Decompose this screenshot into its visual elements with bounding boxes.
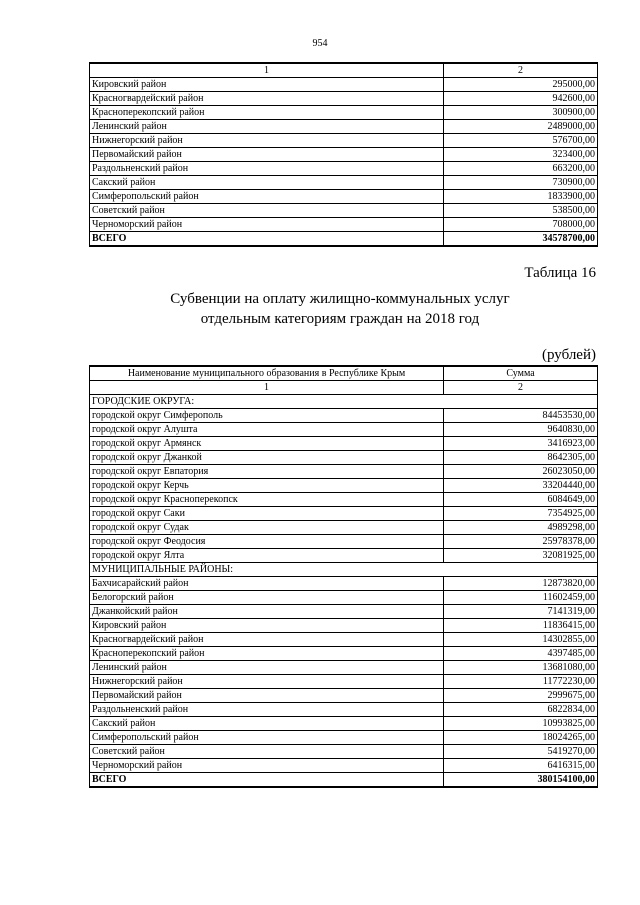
urban-district-name: городской округ Саки (90, 507, 444, 521)
amount-value: 942600,00 (444, 92, 598, 106)
district-name: Симферопольский район (90, 190, 444, 204)
municipal-district-name: Ленинский район (90, 661, 444, 675)
amount-value: 730900,00 (444, 176, 598, 190)
table-row (90, 759, 598, 773)
table-row (90, 409, 598, 423)
table-row (90, 535, 598, 549)
amount-value: 4397485,00 (444, 647, 598, 661)
municipal-district-name: Бахчисарайский район (90, 577, 444, 591)
amount-value: 6822834,00 (444, 703, 598, 717)
column-header-name: Наименование муниципального образования в Республике Крым (90, 366, 444, 381)
amount-value: 300900,00 (444, 106, 598, 120)
amount-value: 6084649,00 (444, 493, 598, 507)
table-row (90, 479, 598, 493)
urban-district-name: городской округ Симферополь (90, 409, 444, 423)
amount-value: 295000,00 (444, 78, 598, 92)
amount-value: 323400,00 (444, 148, 598, 162)
urban-district-name: городской округ Керчь (90, 479, 444, 493)
district-name: Первомайский район (90, 148, 444, 162)
amount-value: 538500,00 (444, 204, 598, 218)
district-name: Ленинский район (90, 120, 444, 134)
total-row (90, 773, 598, 788)
column-number-1: 1 (90, 63, 444, 78)
table-header-row (90, 63, 598, 78)
amount-value: 10993825,00 (444, 717, 598, 731)
unit-label: (рублей) (541, 347, 596, 363)
table-row (90, 633, 598, 647)
district-name: Красноперекопский район (90, 106, 444, 120)
table-row (90, 106, 598, 120)
amount-value: 1833900,00 (444, 190, 598, 204)
section-row-urban (90, 395, 598, 409)
table-row (90, 703, 598, 717)
table-row (90, 423, 598, 437)
table-row (90, 605, 598, 619)
municipal-district-name: Красногвардейский район (90, 633, 444, 647)
table-row (90, 190, 598, 204)
table-row (90, 451, 598, 465)
caption-line-2: отдельным категориям граждан на 2018 год (200, 311, 480, 327)
urban-district-name: городской округ Ялта (90, 549, 444, 563)
amount-value: 7141319,00 (444, 605, 598, 619)
table-row (90, 521, 598, 535)
table-row (90, 162, 598, 176)
table-row (90, 437, 598, 451)
table-16 (89, 365, 598, 788)
total-row (90, 232, 598, 247)
urban-district-name: городской округ Феодосия (90, 535, 444, 549)
municipal-district-name: Красноперекопский район (90, 647, 444, 661)
table-row (90, 78, 598, 92)
table-row (90, 204, 598, 218)
urban-district-name: городской округ Красноперекопск (90, 493, 444, 507)
amount-value: 84453530,00 (444, 409, 598, 423)
amount-value: 8642305,00 (444, 451, 598, 465)
table-row (90, 549, 598, 563)
municipal-district-name: Белогорский район (90, 591, 444, 605)
table-row (90, 591, 598, 605)
municipal-district-name: Советский район (90, 745, 444, 759)
column-number-1: 1 (90, 381, 444, 395)
section-label-urban: ГОРОДСКИЕ ОКРУГА: (90, 395, 598, 409)
municipal-district-name: Сакский район (90, 717, 444, 731)
amount-value: 663200,00 (444, 162, 598, 176)
table-row (90, 731, 598, 745)
section-label-municipal: МУНИЦИПАЛЬНЫЕ РАЙОНЫ: (90, 563, 598, 577)
municipal-district-name: Нижнегорский район (90, 675, 444, 689)
page-number: 954 (312, 38, 328, 49)
urban-district-name: городской округ Джанкой (90, 451, 444, 465)
municipal-district-name: Черноморский район (90, 759, 444, 773)
amount-value: 25978378,00 (444, 535, 598, 549)
table-header-row (90, 366, 598, 381)
amount-value: 11602459,00 (444, 591, 598, 605)
amount-value: 2489000,00 (444, 120, 598, 134)
table-row (90, 218, 598, 232)
amount-value: 6416315,00 (444, 759, 598, 773)
district-name: Черноморский район (90, 218, 444, 232)
municipal-district-name: Симферопольский район (90, 731, 444, 745)
table-row (90, 577, 598, 591)
caption-line-1: Субвенции на оплату жилищно-коммунальных услуг (170, 291, 510, 307)
section-row-municipal (90, 563, 598, 577)
amount-value: 4989298,00 (444, 521, 598, 535)
amount-value: 708000,00 (444, 218, 598, 232)
amount-value: 14302855,00 (444, 633, 598, 647)
total-label: ВСЕГО (90, 773, 444, 788)
column-header-sum: Сумма (444, 366, 598, 381)
amount-value: 18024265,00 (444, 731, 598, 745)
amount-value: 26023050,00 (444, 465, 598, 479)
table-row (90, 134, 598, 148)
table-caption (0, 289, 640, 329)
column-number-row (90, 381, 598, 395)
amount-value: 576700,00 (444, 134, 598, 148)
amount-value: 7354925,00 (444, 507, 598, 521)
table-row (90, 717, 598, 731)
table-continued (89, 62, 598, 247)
column-number-2: 2 (444, 63, 598, 78)
amount-value: 5419270,00 (444, 745, 598, 759)
table-row (90, 92, 598, 106)
urban-district-name: городской округ Армянск (90, 437, 444, 451)
total-value: 380154100,00 (444, 773, 598, 788)
amount-value: 3416923,00 (444, 437, 598, 451)
amount-value: 12873820,00 (444, 577, 598, 591)
total-value: 34578700,00 (444, 232, 598, 247)
district-name: Сакский район (90, 176, 444, 190)
district-name: Нижнегорский район (90, 134, 444, 148)
table-row (90, 148, 598, 162)
municipal-district-name: Раздольненский район (90, 703, 444, 717)
table-row (90, 647, 598, 661)
amount-value: 11836415,00 (444, 619, 598, 633)
amount-value: 11772230,00 (444, 675, 598, 689)
urban-district-name: городской округ Алушта (90, 423, 444, 437)
district-name: Кировский район (90, 78, 444, 92)
table-row (90, 745, 598, 759)
amount-value: 13681080,00 (444, 661, 598, 675)
table-row (90, 120, 598, 134)
table-row (90, 661, 598, 675)
district-name: Раздольненский район (90, 162, 444, 176)
amount-value: 33204440,00 (444, 479, 598, 493)
amount-value: 9640830,00 (444, 423, 598, 437)
amount-value: 32081925,00 (444, 549, 598, 563)
table-row (90, 493, 598, 507)
municipal-district-name: Кировский район (90, 619, 444, 633)
table-row (90, 507, 598, 521)
urban-district-name: городской округ Евпатория (90, 465, 444, 479)
municipal-district-name: Первомайский район (90, 689, 444, 703)
urban-district-name: городской округ Судак (90, 521, 444, 535)
column-number-2: 2 (444, 381, 598, 395)
district-name: Красногвардейский район (90, 92, 444, 106)
table-row (90, 176, 598, 190)
total-label: ВСЕГО (90, 232, 444, 247)
municipal-district-name: Джанкойский район (90, 605, 444, 619)
table-row (90, 675, 598, 689)
amount-value: 2999675,00 (444, 689, 598, 703)
table-row (90, 465, 598, 479)
table-row (90, 689, 598, 703)
table-row (90, 619, 598, 633)
district-name: Советский район (90, 204, 444, 218)
table-label: Таблица 16 (524, 265, 596, 281)
